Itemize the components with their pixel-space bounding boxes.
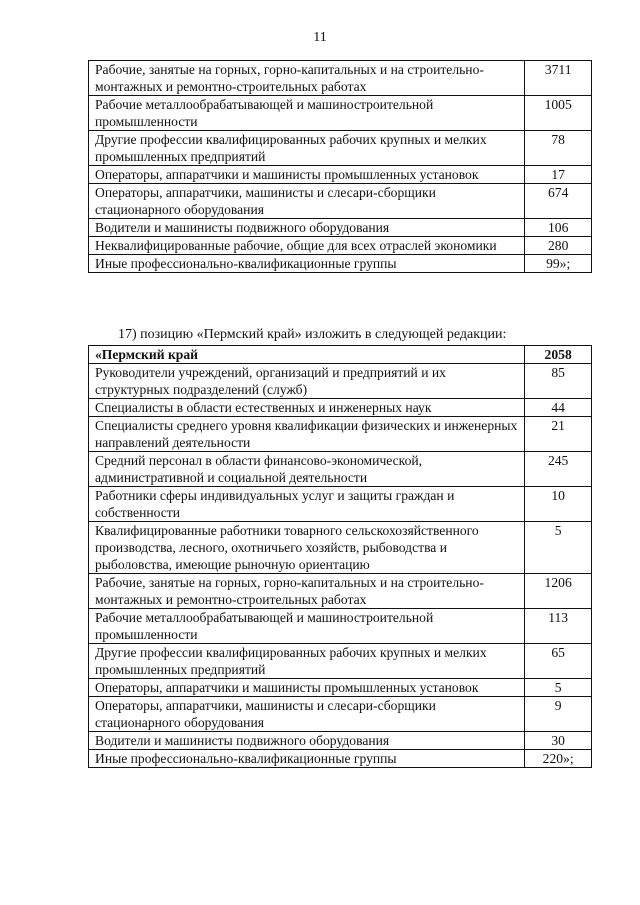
table-row (89, 697, 592, 732)
table-row (89, 166, 592, 184)
occupation-group-value: 280 (525, 237, 592, 255)
occupation-group-name: Операторы, аппаратчики и машинисты промышленных установок (89, 166, 525, 184)
occupation-group-value: 10 (525, 487, 592, 522)
occupation-group-name: Операторы, аппаратчики, машинисты и слесари-сборщики стационарного оборудования (89, 697, 525, 732)
occupation-group-name: Квалифицированные работники товарного сельскохозяйственного производства, лесного, охотничьего хозяйств, рыбоводства и рыболовства, имеющие рыночную ориентацию (89, 522, 525, 574)
occupation-group-name: Рабочие, занятые на горных, горно-капитальных и на строительно-монтажных и ремонтно-строительных работах (89, 574, 525, 609)
occupation-group-name: Операторы, аппаратчики и машинисты промышленных установок (89, 679, 525, 697)
table-row (89, 732, 592, 750)
table-row (89, 609, 592, 644)
occupation-group-value: 65 (525, 644, 592, 679)
table-row (89, 750, 592, 768)
section-intro: 17) позицию «Пермский край» изложить в следующей редакции: (118, 327, 507, 342)
occupation-group-name: Другие профессии квалифицированных рабочих крупных и мелких промышленных предприятий (89, 644, 525, 679)
occupation-group-value: 9 (525, 697, 592, 732)
occupation-group-value: 3711 (525, 61, 592, 96)
occupation-group-value: 106 (525, 219, 592, 237)
occupation-group-value: 85 (525, 364, 592, 399)
occupation-group-value: 220»; (525, 750, 592, 768)
table-row (89, 487, 592, 522)
region-row (89, 346, 592, 364)
table-row (89, 255, 592, 273)
table-row (89, 96, 592, 131)
occupation-group-name: Рабочие металлообрабатывающей и машиностроительной промышленности (89, 96, 525, 131)
table-row (89, 399, 592, 417)
table-row (89, 644, 592, 679)
occupation-group-value: 245 (525, 452, 592, 487)
occupation-group-value: 113 (525, 609, 592, 644)
table-row (89, 417, 592, 452)
occupation-group-name: Водители и машинисты подвижного оборудования (89, 732, 525, 750)
table-row (89, 522, 592, 574)
table-row (89, 364, 592, 399)
occupation-group-value: 674 (525, 184, 592, 219)
occupation-group-value: 99»; (525, 255, 592, 273)
occupation-group-value: 78 (525, 131, 592, 166)
table-row (89, 452, 592, 487)
occupation-group-name: Неквалифицированные рабочие, общие для всех отраслей экономики (89, 237, 525, 255)
occupation-group-name: Водители и машинисты подвижного оборудования (89, 219, 525, 237)
occupation-group-name: Руководители учреждений, организаций и предприятий и их структурных подразделений (служб) (89, 364, 525, 399)
occupation-group-name: Иные профессионально-квалификационные группы (89, 750, 525, 768)
table-row (89, 184, 592, 219)
occupation-group-name: Специалисты среднего уровня квалификации физических и инженерных направлений деятельности (89, 417, 525, 452)
occupation-group-name: Специалисты в области естественных и инженерных наук (89, 399, 525, 417)
occupation-group-name: Другие профессии квалифицированных рабочих крупных и мелких промышленных предприятий (89, 131, 525, 166)
occupation-group-name: Работники сферы индивидуальных услуг и защиты граждан и собственности (89, 487, 525, 522)
table-row (89, 574, 592, 609)
table-row (89, 237, 592, 255)
table-row (89, 219, 592, 237)
table-row (89, 61, 592, 96)
occupation-group-name: Рабочие, занятые на горных, горно-капитальных и на строительно-монтажных и ремонтно-строительных работах (89, 61, 525, 96)
occupation-group-value: 1206 (525, 574, 592, 609)
occupation-group-name: Операторы, аппаратчики, машинисты и слесари-сборщики стационарного оборудования (89, 184, 525, 219)
occupation-group-value: 5 (525, 522, 592, 574)
occupation-group-name: Рабочие металлообрабатывающей и машиностроительной промышленности (89, 609, 525, 644)
perm-krai-table-body (89, 346, 592, 768)
occupation-group-value: 17 (525, 166, 592, 184)
occupation-group-value: 5 (525, 679, 592, 697)
occupation-group-value: 44 (525, 399, 592, 417)
occupation-group-name: Иные профессионально-квалификационные группы (89, 255, 525, 273)
table-row (89, 131, 592, 166)
occupation-group-value: 30 (525, 732, 592, 750)
occupation-group-value: 21 (525, 417, 592, 452)
occupation-group-name: Средний персонал в области финансово-экономической, административной и социальной деятельности (89, 452, 525, 487)
perm-krai-table (88, 345, 592, 768)
page-number: 11 (313, 30, 327, 45)
region-total: 2058 (525, 346, 592, 364)
table-row (89, 679, 592, 697)
continued-table-body (89, 61, 592, 273)
continued-occupation-table (88, 60, 592, 273)
region-name: «Пермский край (89, 346, 525, 364)
occupation-group-value: 1005 (525, 96, 592, 131)
